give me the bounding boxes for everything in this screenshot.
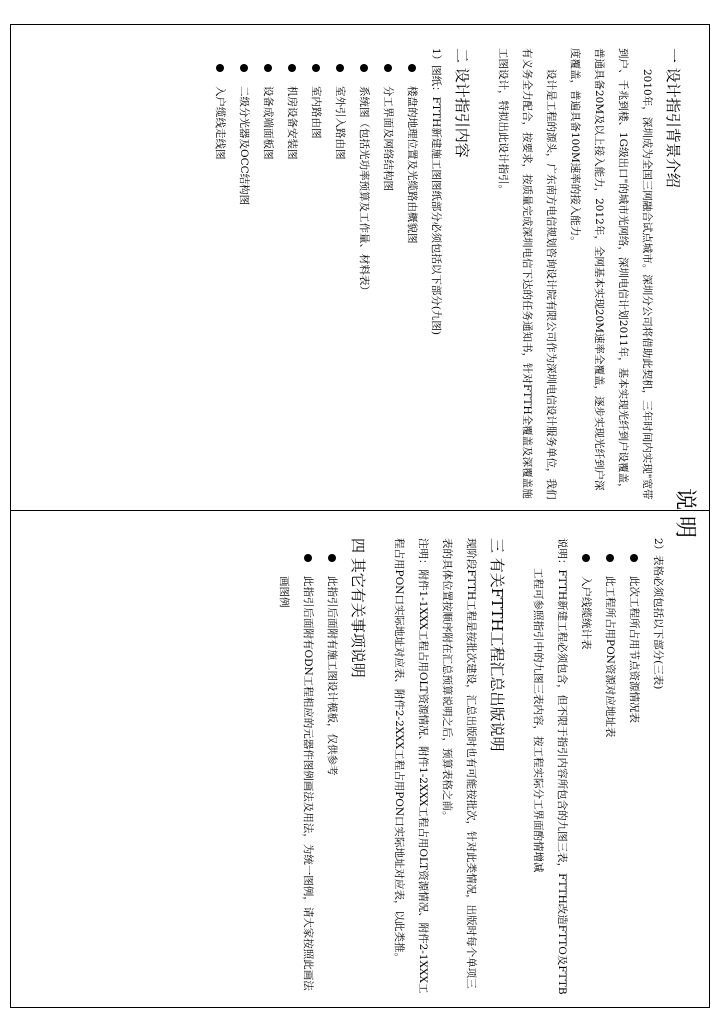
right-column (10, 510, 710, 1008)
other-items-list (272, 538, 344, 998)
section3-heading: 三 有关FTTH工程汇总出版说明 (488, 538, 506, 752)
section2-heading: 二 设计指引内容 (453, 48, 471, 158)
bullet-icon (216, 64, 224, 72)
section3-para2: 注明：附件1-1XXX工程占用OLT资源情况、附件1-2XXX工程占用OLT资源情况、附件2-1XXX工程占用PON口实际地址对应表、附件2-2XXX工程占用PON口实际地址对应表，以此类推。 (393, 538, 429, 994)
bullet-icon (312, 64, 320, 72)
page-title: 说明 (672, 487, 697, 544)
list-item: 入户线缆统计表 (574, 548, 598, 998)
bullet-icon (408, 64, 416, 72)
list-item: 入户缆线走线图 (208, 58, 232, 500)
bullet-icon (264, 64, 272, 72)
section2b-intro: 2）表格必须包括以下部分(三表) (652, 538, 664, 690)
bullet-icon (328, 554, 336, 562)
bullet-icon (360, 64, 368, 72)
section1-heading: 一 设计指引背景介绍 (664, 48, 682, 188)
list-item: 分工界面及网络结构图 (376, 58, 400, 500)
bullet-icon (630, 554, 638, 562)
section1-para2: 设计是工程的源头，广东南方电信规划咨询设计院有限公司作为深圳电信设计服务单位，我们有义务全力配合，按要求，按质量完成深圳电信下达的任务通知书，针对FTTH全覆盖及深覆盖施工图设计，特拟出此设计指引。 (497, 48, 557, 500)
list-item: 设备成端面板图 (256, 58, 280, 500)
drawing-list (208, 48, 424, 500)
list-item: 机房设备安装图 (280, 58, 304, 500)
rotated-content (10, 24, 710, 1008)
list-item: 此指引后面附有施工图设计模板，仅供参考 (320, 548, 344, 998)
bullet-icon (384, 64, 392, 72)
left-column (10, 24, 710, 510)
section3-para1: 现阶段FTTH工程是按批次建设，汇总出版时也有可能按批次，针对此类情况，出版时每个单项三表的具体位置按顺序附在汇总预算说明之后，预算表格之前。 (441, 538, 477, 989)
bullet-icon (606, 554, 614, 562)
list-item: 二级分光器及OCC结构图 (232, 58, 256, 500)
list-item: 此指引后面附有ODN工程相应的元器件图例画法及用法，为统一图例，请大家按照此画法画图例 (272, 548, 320, 998)
bullet-icon (336, 64, 344, 72)
list-item: 此次工程所占用节点资源情况表 (622, 548, 646, 998)
bullet-icon (240, 64, 248, 72)
section2-intro: 1）图纸：FTTH新建施工图图纸部分必须包括以下部分(九图) (430, 48, 442, 336)
section1-para1: 2010年，深圳成为全国三网融合试点城市。深圳分公司将借助此契机，三年时间内实现"宽带到户、千兆到楼、1G级出口"的城市光网络，深圳电信计划2011年，基本实现光纤到户设覆盖，普通具备20M及以上接入能力，2012年，全网基本实现20M速率全覆盖，逐步实现光纤到户深度覆盖，普遍具备100M速率的接入能力。 (569, 48, 653, 500)
bullet-icon (288, 64, 296, 72)
section4-heading: 四 其它有关事项说明 (349, 538, 367, 678)
bullet-icon (582, 554, 590, 562)
list-item: 楼盘的地理位置及光缆路由概貌图 (400, 58, 424, 500)
list-item: 室内路由图 (304, 58, 328, 500)
table-list (574, 538, 646, 998)
list-item: 室外引入路由图 (328, 58, 352, 500)
bullet-icon (304, 554, 312, 562)
list-item: 系统图（包括光功率预算及工作量、材料表） (352, 58, 376, 500)
section2b-note: 说明：FTTH新建工程必须包含，但不限于指引内容所包含的九图三表，FTTH改造FTTO及FTTB工程可参照指引中的九图三表内容，按工程实际分工界面酌情增减 (532, 538, 568, 995)
list-item: 此工程所占用PON资源对应地址表 (598, 548, 622, 998)
